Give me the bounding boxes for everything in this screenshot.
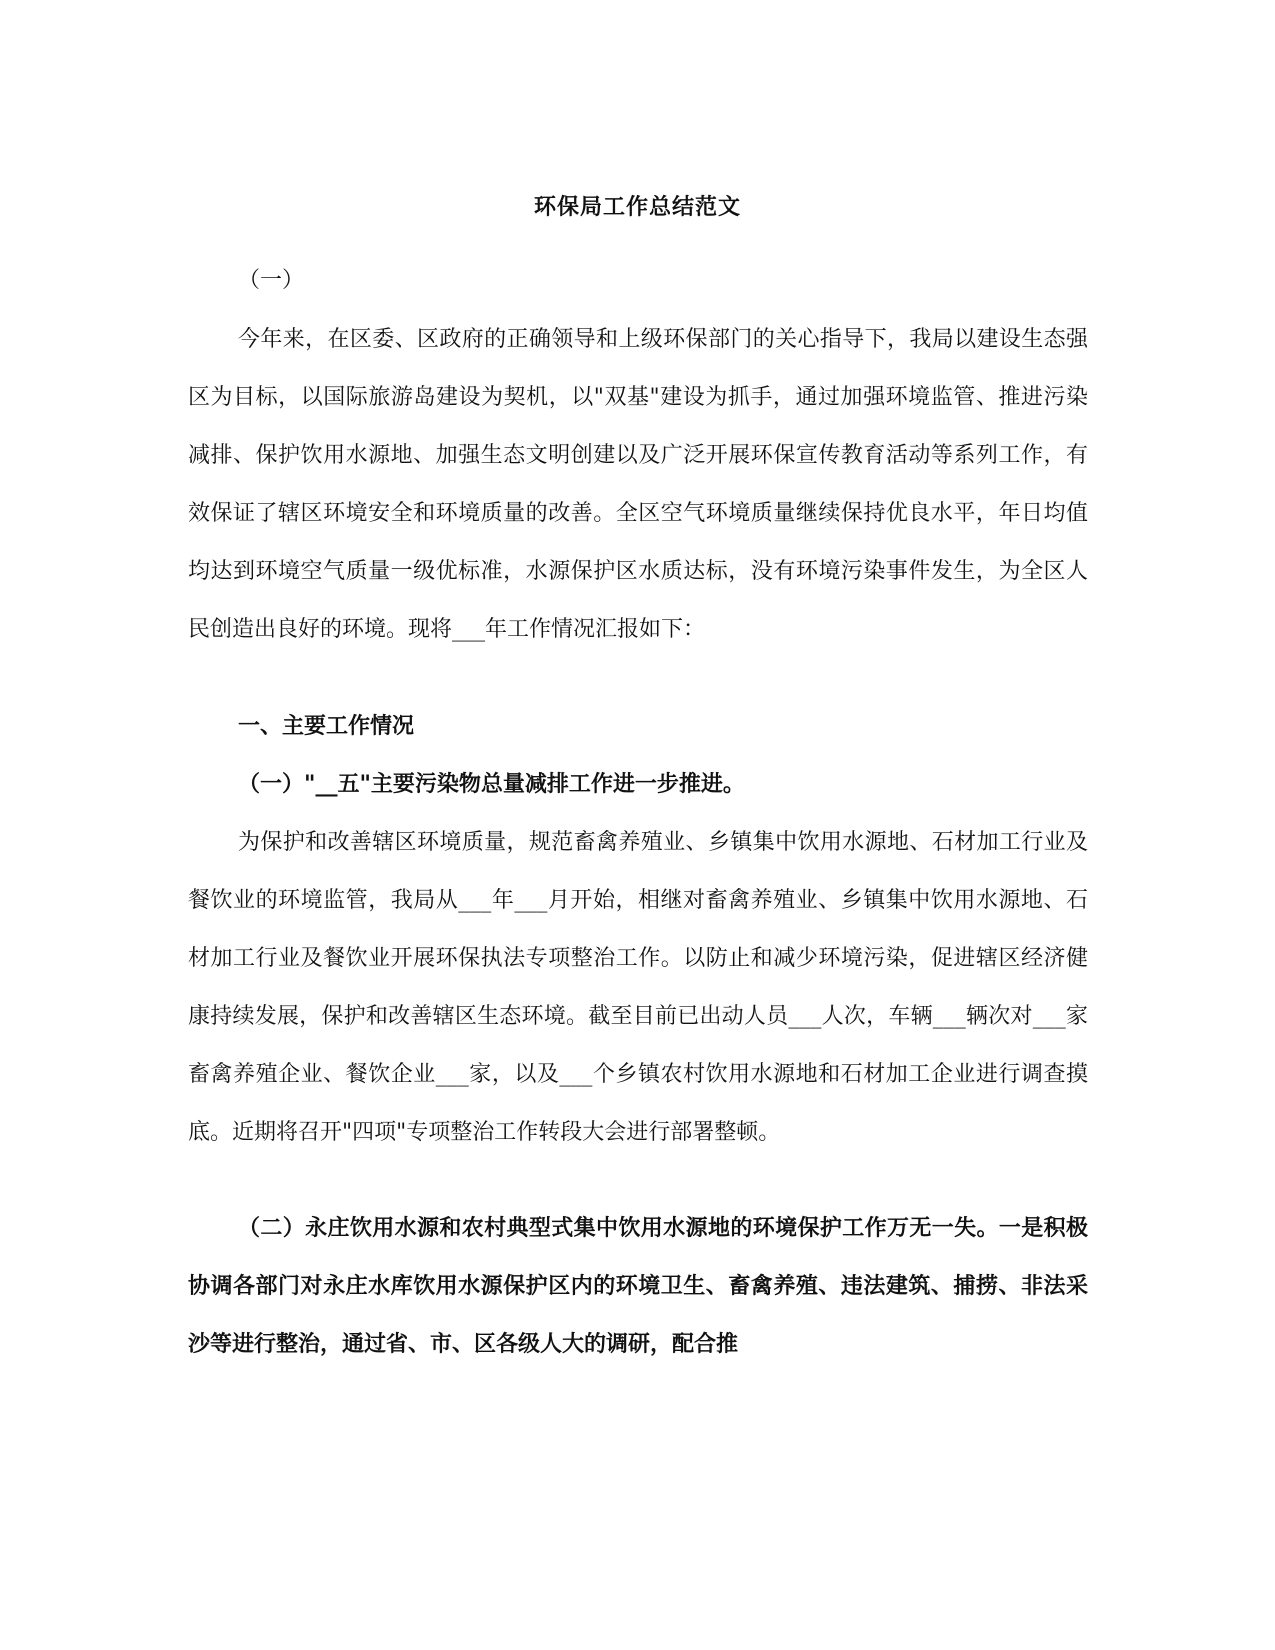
- body-paragraph: 为保护和改善辖区环境质量，规范畜禽养殖业、乡镇集中饮用水源地、石材加工行业及餐饮业的环境监管，我局从___年___月开始，相继对畜禽养殖业、乡镇集中饮用水源地、石材加工行业及餐饮业开展环保执法专项整治工作。以防止和减少环境污染，促进辖区经济健康持续发展，保护和改善辖区生态环境。截至目前已出动人员___人次，车辆___辆次对___家畜禽养殖企业、餐饮企业___家，以及___个乡镇农村饮用水源地和石材加工企业进行调查摸底。近期将召开"四项"专项整治工作转段大会进行部署整顿。: [188, 830, 1088, 1145]
- section-heading: 一、主要工作情况: [238, 713, 415, 739]
- section-marker: （一）: [238, 268, 305, 293]
- intro-paragraph: 今年来，在区委、区政府的正确领导和上级环保部门的关心指导下，我局以建设生态强区为目标，以国际旅游岛建设为契机，以"双基"建设为抓手，通过加强环境监管、推进污染减排、保护饮用水源地、加强生态文明创建以及广泛开展环保宣传教育活动等系列工作，有效保证了辖区环境安全和环境质量的改善。全区空气环境质量继续保持优良水平，年日均值均达到环境空气质量一级优标准，水源保护区水质达标，没有环境污染事件发生，为全区人民创造出良好的环境。现将___年工作情况汇报如下：: [188, 327, 1088, 642]
- bold-paragraph: （二）永庄饮用水源和农村典型式集中饮用水源地的环境保护工作万无一失。一是积极协调各部门对永庄水库饮用水源保护区内的环境卫生、畜禽养殖、违法建筑、捕捞、非法采沙等进行整治，通过省、市、区各级人大的调研，配合推: [188, 1215, 1088, 1357]
- subsection-heading: （一）"__五"主要污染物总量减排工作进一步推进。: [238, 771, 745, 797]
- document-title: 环保局工作总结范文: [533, 194, 741, 220]
